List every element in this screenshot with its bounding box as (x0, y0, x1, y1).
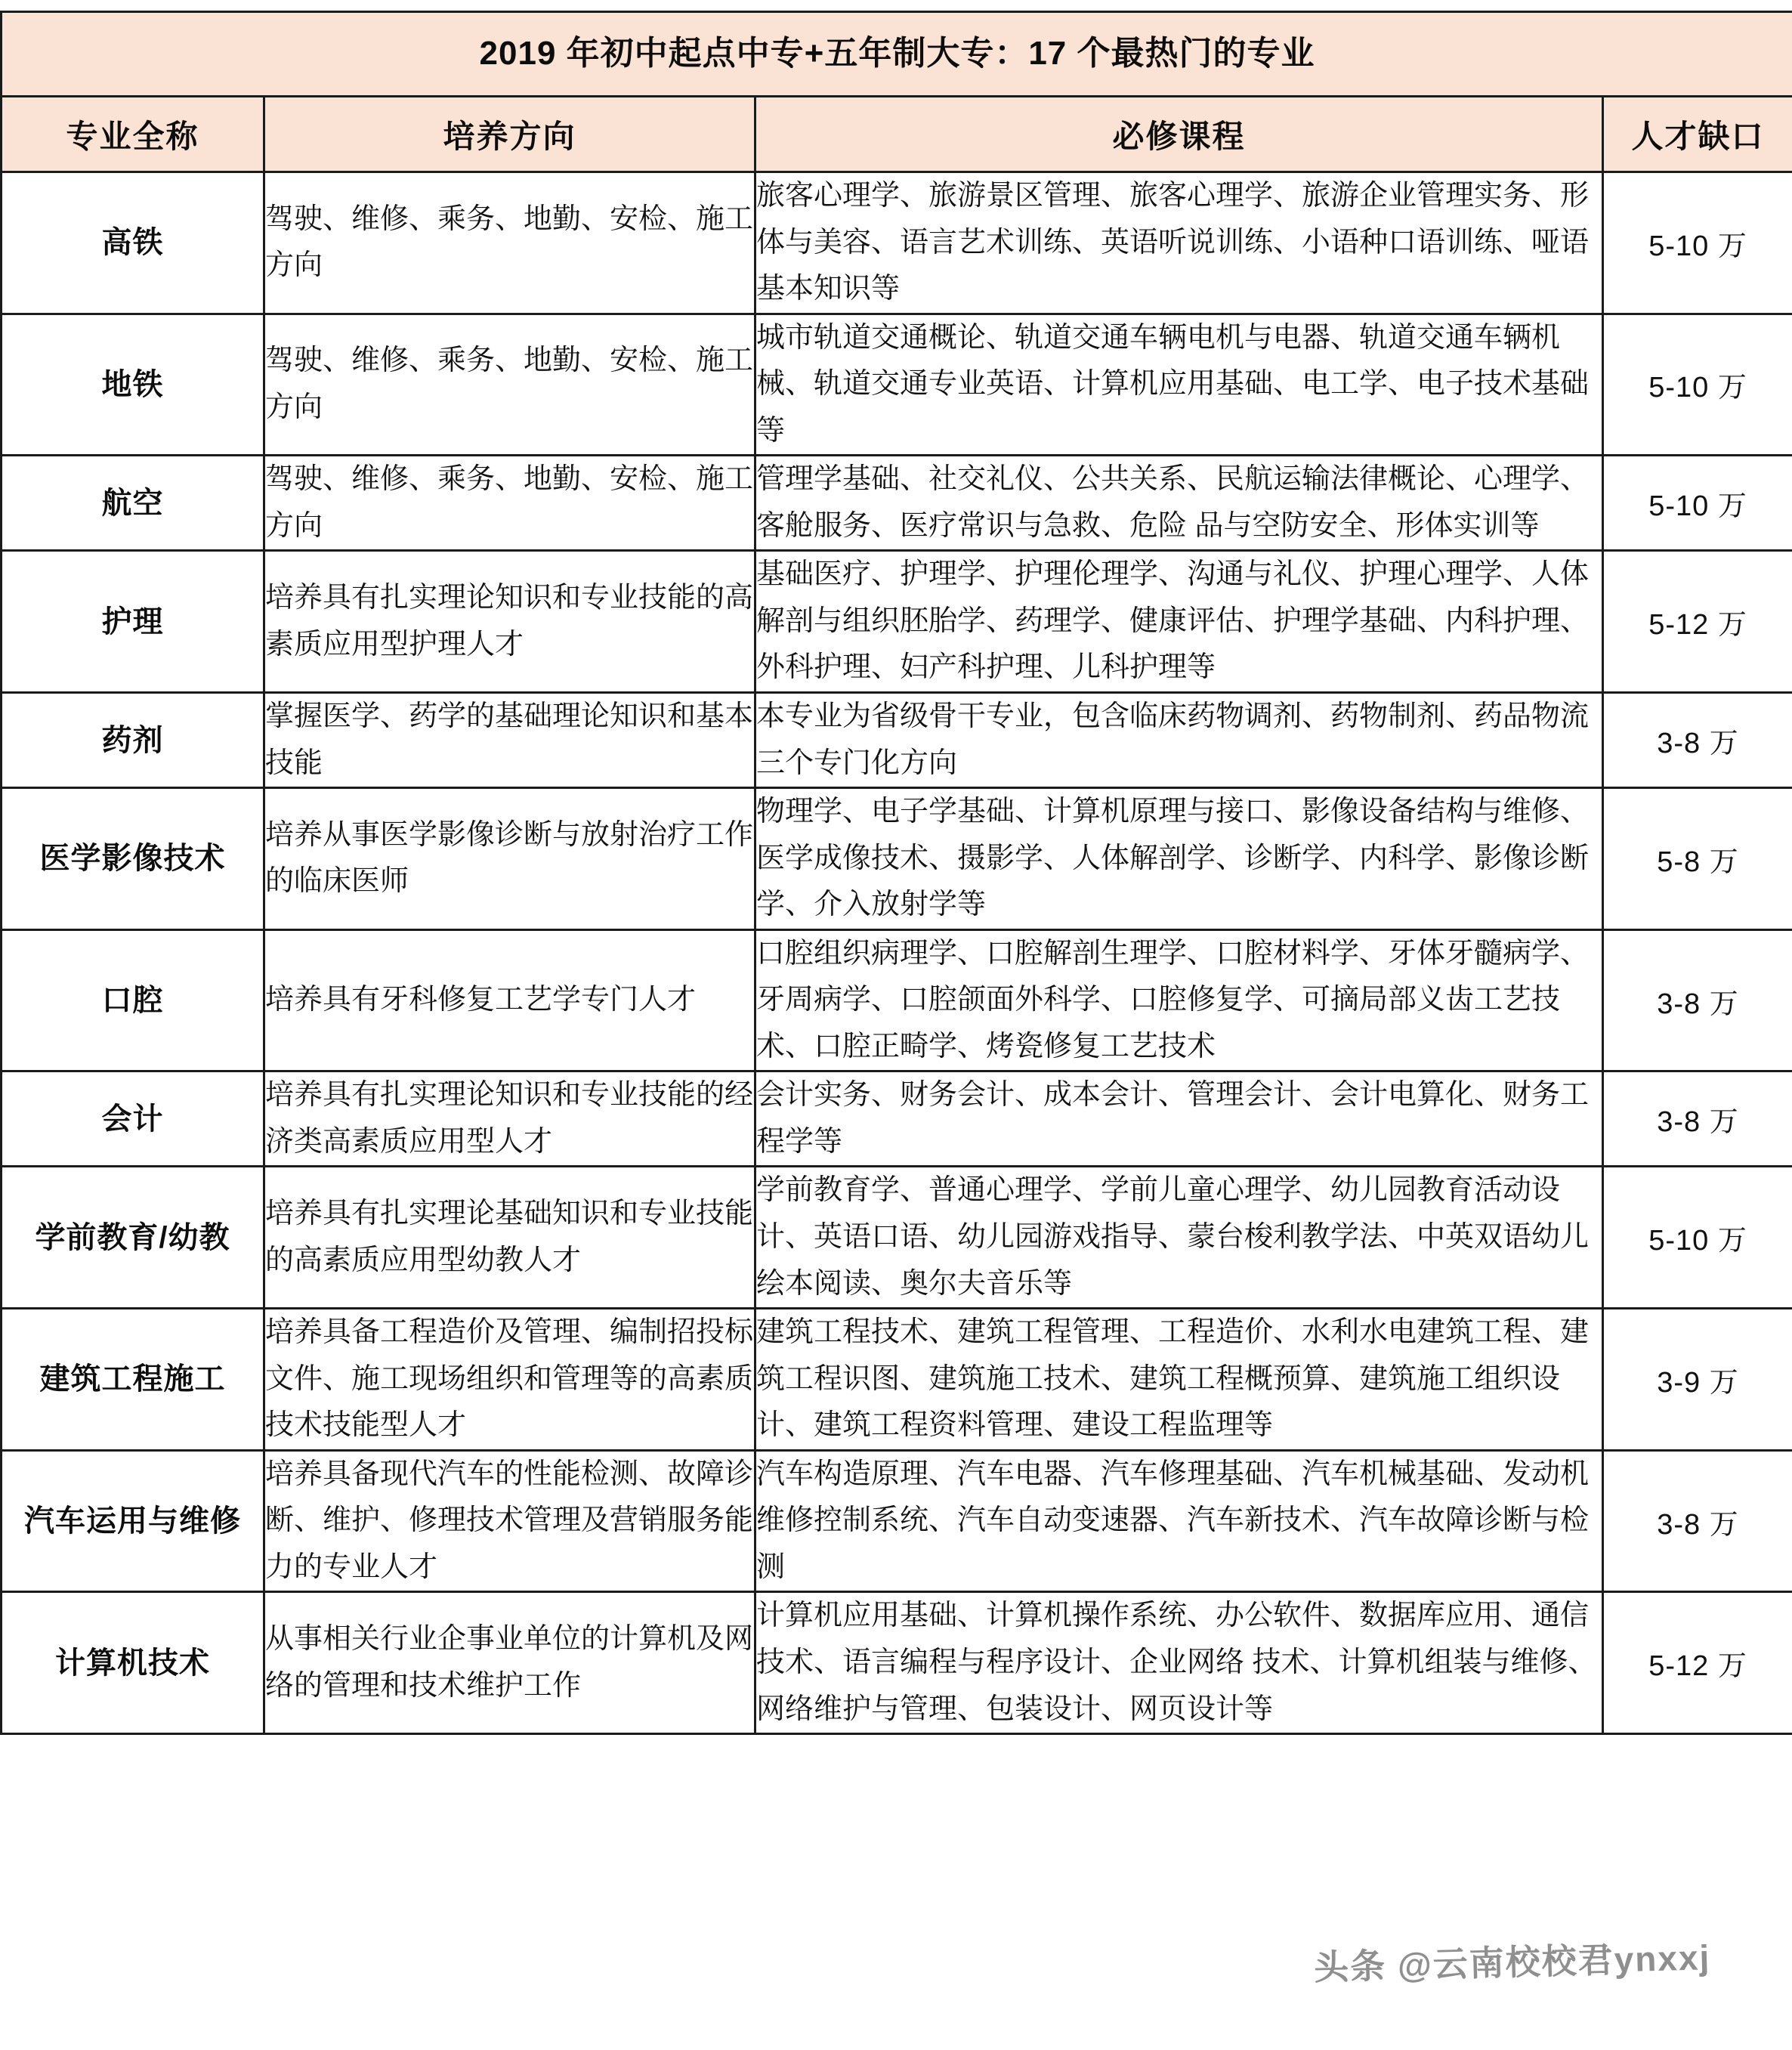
direction-text: 驾驶、维修、乘务、地勤、安检、施工方向 (265, 463, 754, 542)
column-header-direction-label: 培养方向 (443, 118, 576, 154)
cell-major-name (2, 929, 264, 1071)
courses-text: 基础医疗、护理学、护理伦理学、沟通与礼仪、护理心理学、人体解剖与组织胚胎学、药理学、健康评估、护理学基础、内科护理、外科护理、妇产科护理、儿科护理等 (756, 558, 1590, 684)
major-name-text: 医学影像技术 (39, 842, 226, 876)
talent-gap-text: 5-10 万 (1648, 490, 1747, 523)
cell-major-name (2, 788, 264, 930)
talent-gap-text: 3-9 万 (1657, 1366, 1739, 1399)
table-title-cell (2, 12, 1792, 97)
major-name-text: 计算机技术 (55, 1646, 210, 1680)
cell-talent-gap (1603, 456, 1792, 551)
table-row (2, 314, 1792, 456)
major-name-text: 汽车运用与维修 (24, 1504, 241, 1538)
cell-major-name (2, 314, 264, 456)
courses-text: 口腔组织病理学、口腔解剖生理学、口腔材料学、牙体牙髓病学、牙周病学、口腔颌面外科学、口腔修复学、可摘局部义齿工艺技术、口腔正畸学、烤瓷修复工艺技术 (756, 937, 1590, 1062)
cell-training-direction (264, 551, 755, 693)
cell-required-courses (755, 1167, 1603, 1309)
talent-gap-text: 5-12 万 (1648, 609, 1747, 642)
direction-text: 培养具备工程造价及管理、编制招投标文件、施工现场组织和管理等的高素质技术技能型人才 (265, 1316, 754, 1442)
cell-major-name (2, 1450, 264, 1592)
cell-talent-gap (1603, 1450, 1792, 1592)
cell-training-direction (264, 1071, 755, 1167)
cell-required-courses (755, 314, 1603, 456)
table-row (2, 693, 1792, 788)
direction-text: 培养从事医学影像诊断与放射治疗工作的临床医师 (265, 818, 754, 898)
table-body (2, 172, 1792, 1734)
cell-talent-gap (1603, 693, 1792, 788)
column-header-courses (755, 97, 1603, 172)
cell-talent-gap (1603, 551, 1792, 693)
cell-talent-gap (1603, 1071, 1792, 1167)
courses-text: 物理学、电子学基础、计算机原理与接口、影像设备结构与维修、医学成像技术、摄影学、人体解剖学、诊断学、内科学、影像诊断学、介入放射学等 (756, 796, 1590, 921)
major-name-text: 高铁 (101, 226, 164, 260)
courses-text: 计算机应用基础、计算机操作系统、办公软件、数据库应用、通信技术、语言编程与程序设计、企业网络 技术、计算机组装与维修、网络维护与管理、包装设计、网页设计等 (756, 1600, 1597, 1725)
major-name-text: 建筑工程施工 (39, 1362, 226, 1396)
major-name-text: 学前教育/幼教 (35, 1220, 230, 1254)
table-row (2, 1592, 1792, 1734)
cell-training-direction (264, 1592, 755, 1734)
talent-gap-text: 3-8 万 (1657, 1508, 1739, 1541)
courses-text: 建筑工程技术、建筑工程管理、工程造价、水利水电建筑工程、建筑工程识图、建筑施工技术、建筑工程概预算、建筑施工组织设计、建筑工程资料管理、建设工程监理等 (756, 1316, 1590, 1442)
talent-gap-text: 3-8 万 (1657, 988, 1739, 1020)
table-row (2, 1167, 1792, 1309)
talent-gap-text: 3-8 万 (1657, 728, 1739, 760)
talent-gap-text: 3-8 万 (1657, 1106, 1739, 1139)
courses-text: 学前教育学、普通心理学、学前儿童心理学、幼儿园教育活动设计、英语口语、幼儿园游戏指导、蒙台梭利教学法、中英双语幼儿绘本阅读、奥尔夫音乐等 (756, 1174, 1590, 1300)
courses-text: 汽车构造原理、汽车电器、汽车修理基础、汽车机械基础、发动机维修控制系统、汽车自动变速器、汽车新技术、汽车故障诊断与检测 (756, 1458, 1590, 1583)
cell-major-name (2, 693, 264, 788)
cell-major-name (2, 1071, 264, 1167)
table-row (2, 1450, 1792, 1592)
cell-major-name (2, 1309, 264, 1451)
cell-talent-gap (1603, 172, 1792, 314)
cell-major-name (2, 1592, 264, 1734)
talent-gap-text: 5-10 万 (1648, 372, 1747, 404)
cell-required-courses (755, 1450, 1603, 1592)
table-head (2, 12, 1792, 172)
column-header-courses-label: 必修课程 (1112, 118, 1246, 154)
cell-training-direction (264, 1450, 755, 1592)
table-row (2, 456, 1792, 551)
cell-training-direction (264, 693, 755, 788)
direction-text: 从事相关行业企事业单位的计算机及网络的管理和技术维护工作 (265, 1623, 754, 1702)
major-name-text: 地铁 (101, 367, 164, 401)
cell-required-courses (755, 929, 1603, 1071)
major-name-text: 会计 (101, 1102, 164, 1136)
courses-text: 本专业为省级骨干专业，包含临床药物调剂、药物制剂、药品物流三个专门化方向 (756, 700, 1590, 779)
table-row (2, 551, 1792, 693)
talent-gap-text: 5-8 万 (1657, 846, 1739, 878)
major-name-text: 护理 (101, 604, 164, 638)
cell-talent-gap (1603, 788, 1792, 930)
majors-table (0, 11, 1792, 1735)
cell-required-courses (755, 1071, 1603, 1167)
cell-required-courses (755, 172, 1603, 314)
column-header-major-label: 专业全称 (66, 118, 199, 154)
cell-talent-gap (1603, 1309, 1792, 1451)
cell-required-courses (755, 693, 1603, 788)
top-spacer (0, 0, 1792, 11)
column-header-row (2, 97, 1792, 172)
talent-gap-text: 5-12 万 (1648, 1650, 1747, 1683)
courses-text: 城市轨道交通概论、轨道交通车辆电机与电器、轨道交通车辆机械、轨道交通专业英语、计算机应用基础、电工学、电子技术基础等 (756, 321, 1590, 447)
direction-text: 掌握医学、药学的基础理论知识和基本技能 (265, 700, 754, 779)
cell-major-name (2, 551, 264, 693)
cell-talent-gap (1603, 314, 1792, 456)
column-header-gap (1603, 97, 1792, 172)
table-row (2, 172, 1792, 314)
cell-training-direction (264, 1167, 755, 1309)
cell-required-courses (755, 1309, 1603, 1451)
cell-required-courses (755, 456, 1603, 551)
talent-gap-text: 5-10 万 (1648, 230, 1747, 262)
table-row (2, 788, 1792, 930)
major-name-text: 口腔 (101, 984, 164, 1018)
cell-training-direction (264, 1309, 755, 1451)
major-name-text: 航空 (101, 486, 164, 520)
direction-text: 培养具有扎实理论基础知识和专业技能的高素质应用型幼教人才 (265, 1198, 754, 1276)
cell-required-courses (755, 788, 1603, 930)
title-row (2, 12, 1792, 97)
cell-training-direction (264, 456, 755, 551)
table-row (2, 929, 1792, 1071)
direction-text: 培养具备现代汽车的性能检测、故障诊断、维护、修理技术管理及营销服务能力的专业人才 (265, 1458, 754, 1583)
cell-training-direction (264, 314, 755, 456)
column-header-direction (264, 97, 755, 172)
cell-major-name (2, 456, 264, 551)
column-header-gap-label: 人才缺口 (1631, 118, 1765, 154)
direction-text: 培养具有扎实理论知识和专业技能的经济类高素质应用型人才 (265, 1079, 754, 1158)
major-name-text: 药剂 (101, 723, 164, 757)
cell-training-direction (264, 788, 755, 930)
courses-text: 旅客心理学、旅游景区管理、旅客心理学、旅游企业管理实务、形体与美容、语言艺术训练、英语听说训练、小语种口语训练、哑语基本知识等 (756, 180, 1590, 305)
cell-required-courses (755, 1592, 1603, 1734)
page-title: 2019 年初中起点中专+五年制大专：17 个最热门的专业 (479, 35, 1315, 73)
courses-text: 管理学基础、社交礼仪、公共关系、民航运输法律概论、心理学、客舱服务、医疗常识与急救、危险 品与空防安全、形体实训等 (756, 463, 1590, 542)
cell-required-courses (755, 551, 1603, 693)
direction-text: 培养具有牙科修复工艺学专门人才 (265, 984, 697, 1016)
courses-text: 会计实务、财务会计、成本会计、管理会计、会计电算化、财务工程学等 (756, 1079, 1590, 1158)
cell-talent-gap (1603, 1167, 1792, 1309)
watermark: 头条 @云南校校君ynxxj (1313, 1937, 1711, 1987)
direction-text: 驾驶、维修、乘务、地勤、安检、施工方向 (265, 203, 754, 282)
cell-training-direction (264, 172, 755, 314)
cell-major-name (2, 172, 264, 314)
table-row (2, 1071, 1792, 1167)
cell-talent-gap (1603, 929, 1792, 1071)
direction-text: 培养具有扎实理论知识和专业技能的高素质应用型护理人才 (265, 582, 754, 660)
cell-talent-gap (1603, 1592, 1792, 1734)
talent-gap-text: 5-10 万 (1648, 1225, 1747, 1257)
cell-major-name (2, 1167, 264, 1309)
direction-text: 驾驶、维修、乘务、地勤、安检、施工方向 (265, 345, 754, 423)
cell-training-direction (264, 929, 755, 1071)
table-row (2, 1309, 1792, 1451)
column-header-major (2, 97, 264, 172)
